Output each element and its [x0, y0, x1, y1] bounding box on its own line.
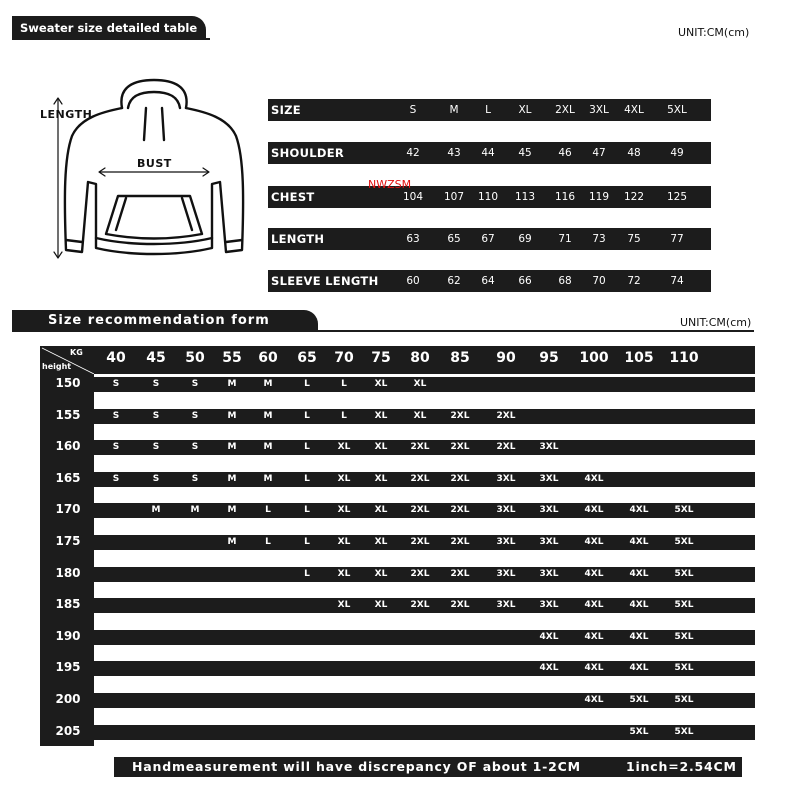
size-table-cell: 45: [518, 147, 532, 159]
weight-header-cell: 45: [146, 350, 166, 366]
size-recommendation-cell: M: [227, 442, 237, 453]
size-table-cell: 116: [554, 191, 576, 203]
size-table-cell: 107: [443, 191, 465, 203]
size-recommendation-cell: M: [190, 505, 200, 516]
size-recommendation-grid: [40, 346, 755, 746]
size-table-cell: 75: [627, 233, 641, 245]
size-table-cell: L: [485, 104, 491, 116]
title-underline: [12, 330, 754, 332]
size-recommendation-cell: 5XL: [674, 505, 694, 516]
size-table-row-label: SLEEVE LENGTH: [271, 274, 379, 288]
size-recommendation-cell: S: [191, 410, 199, 421]
size-table-cell: 3XL: [589, 104, 609, 116]
size-recommendation-cell: 4XL: [539, 631, 559, 642]
size-recommendation-cell: 2XL: [450, 600, 470, 611]
size-table-row: [268, 228, 711, 250]
size-recommendation-cell: 2XL: [496, 442, 516, 453]
size-recommendation-cell: 3XL: [496, 568, 516, 579]
size-recommendation-cell: XL: [337, 442, 351, 453]
size-recommendation-cell: M: [227, 505, 237, 516]
size-table-cell: 113: [514, 191, 536, 203]
size-recommendation-cell: 4XL: [584, 695, 604, 705]
height-row-label: 195: [55, 660, 81, 675]
size-recommendation-cell: XL: [374, 600, 388, 611]
size-table-cell: 43: [447, 147, 461, 159]
size-table-cell: 65: [447, 233, 461, 245]
size-recommendation-cell: 4XL: [584, 505, 604, 516]
size-table-cell: 104: [402, 191, 424, 203]
size-table-cell: 110: [477, 191, 499, 203]
size-recommendation-cell: S: [191, 473, 199, 484]
size-recommendation-cell: 3XL: [539, 537, 559, 547]
size-recommendation-cell: M: [263, 410, 273, 421]
size-recommendation-cell: S: [191, 379, 199, 389]
size-recommendation-cell: M: [227, 410, 237, 421]
size-recommendation-cell: 3XL: [539, 600, 559, 611]
inch-conversion: 1inch=2.54CM: [626, 759, 737, 774]
size-recommendation-cell: S: [112, 410, 120, 421]
size-recommendation-cell: 4XL: [629, 505, 649, 516]
size-recommendation-cell: 2XL: [410, 600, 430, 611]
size-recommendation-cell: M: [151, 505, 161, 516]
size-recommendation-cell: 2XL: [450, 505, 470, 516]
height-row-label: 200: [55, 692, 81, 706]
size-recommendation-cell: M: [227, 473, 237, 484]
size-recommendation-cell: S: [112, 473, 120, 484]
size-table-cell: 67: [481, 233, 495, 245]
size-table-cell: 60: [406, 275, 420, 287]
weight-header-cell: 110: [669, 350, 699, 366]
size-table-cell: 49: [670, 147, 684, 159]
size-table-cell: 2XL: [555, 104, 575, 116]
size-recommendation-cell: 2XL: [450, 537, 470, 547]
size-table-cell: 72: [627, 275, 641, 287]
unit-label: UNIT:CM(cm): [680, 316, 752, 329]
size-recommendation-cell: S: [152, 473, 160, 484]
size-table-cell: M: [449, 104, 459, 116]
weight-header-cell: 70: [334, 350, 354, 366]
size-table-cell: 68: [558, 275, 572, 287]
bust-label: BUST: [137, 157, 172, 170]
size-recommendation-cell: 2XL: [450, 473, 470, 484]
size-recommendation-cell: L: [304, 379, 310, 389]
size-recommendation-cell: 4XL: [584, 663, 604, 674]
size-recommendation-cell: M: [227, 537, 237, 547]
size-recommendation-cell: XL: [337, 473, 351, 484]
weight-header-cell: 100: [579, 350, 609, 366]
size-recommendation-cell: L: [265, 505, 271, 516]
size-recommendation-cell: M: [227, 379, 237, 389]
height-row-label: 170: [55, 502, 81, 517]
size-table-cell: 74: [670, 275, 684, 287]
size-recommendation-cell: 5XL: [674, 568, 694, 579]
height-row-label: 155: [55, 407, 81, 422]
size-recommendation-cell: 3XL: [539, 473, 559, 484]
size-recommendation-cell: 3XL: [539, 568, 559, 579]
height-row-label: 160: [55, 439, 81, 454]
size-recommendation-cell: XL: [413, 410, 427, 421]
size-table-cell: 122: [623, 191, 645, 203]
weight-header-cell: 75: [371, 350, 391, 366]
title-underline: [12, 38, 210, 40]
size-table-row-label: SHOULDER: [271, 146, 345, 160]
size-table-cell: 42: [406, 147, 420, 159]
size-table-cell: S: [409, 104, 417, 116]
size-recommendation-cell: 4XL: [629, 631, 649, 642]
size-recommendation-cell: 3XL: [496, 473, 516, 484]
size-recommendation-cell: XL: [337, 505, 351, 516]
size-recommendation-cell: 2XL: [496, 410, 516, 421]
recommendation-title: Size recommendation form: [12, 310, 318, 332]
size-recommendation-cell: S: [112, 379, 120, 389]
height-row-label: 180: [55, 565, 81, 580]
height-row-label: 185: [55, 597, 81, 612]
measurement-note: Handmeasurement will have discrepancy OF about 1-2CM: [132, 759, 581, 774]
size-recommendation-cell: L: [341, 410, 347, 421]
weight-header-cell: 55: [222, 350, 242, 366]
size-table-cell: 73: [592, 233, 606, 245]
size-table-cell: 70: [592, 275, 606, 287]
size-recommendation-cell: XL: [374, 537, 388, 547]
unit-label: UNIT:CM(cm): [678, 26, 750, 39]
size-recommendation-cell: 4XL: [584, 473, 604, 484]
size-recommendation-cell: L: [304, 537, 310, 547]
size-recommendation-cell: 4XL: [539, 663, 559, 674]
size-recommendation-cell: 4XL: [584, 537, 604, 547]
size-table-cell: 47: [592, 147, 606, 159]
size-recommendation-cell: XL: [374, 379, 388, 389]
weight-header-cell: 90: [496, 350, 516, 366]
size-recommendation-cell: XL: [413, 379, 427, 389]
size-table-row: [268, 270, 711, 292]
size-recommendation-cell: S: [112, 442, 120, 453]
size-recommendation-cell: 4XL: [629, 537, 649, 547]
size-table-title: Sweater size detailed table: [12, 16, 206, 40]
size-recommendation-cell: 4XL: [584, 568, 604, 579]
size-table-cell: 46: [558, 147, 572, 159]
size-recommendation-cell: 4XL: [584, 600, 604, 611]
size-table-cell: 77: [670, 233, 684, 245]
size-recommendation-cell: 5XL: [629, 695, 649, 705]
size-table-cell: XL: [518, 104, 532, 116]
size-table-row: [268, 186, 711, 208]
size-table-cell: 69: [518, 233, 532, 245]
size-recommendation-cell: 5XL: [674, 600, 694, 611]
size-recommendation-cell: S: [191, 442, 199, 453]
size-recommendation-cell: 5XL: [674, 663, 694, 674]
height-row-label: 150: [55, 376, 81, 390]
size-recommendation-cell: 2XL: [450, 442, 470, 453]
size-recommendation-cell: S: [152, 410, 160, 421]
size-table-row-label: CHEST: [271, 190, 315, 204]
size-recommendation-cell: M: [263, 379, 273, 389]
height-row-label: 205: [55, 723, 81, 738]
size-table-row: [268, 142, 711, 164]
size-recommendation-cell: 4XL: [629, 568, 649, 579]
size-recommendation-cell: XL: [374, 505, 388, 516]
size-table-cell: 63: [406, 233, 420, 245]
size-recommendation-cell: XL: [374, 442, 388, 453]
size-table-cell: 66: [518, 275, 532, 287]
size-recommendation-cell: XL: [374, 568, 388, 579]
size-table-cell: 62: [447, 275, 461, 287]
size-recommendation-cell: XL: [374, 410, 388, 421]
size-recommendation-cell: L: [265, 537, 271, 547]
footer-bar: [114, 757, 742, 777]
size-recommendation-cell: 2XL: [410, 568, 430, 579]
size-recommendation-cell: L: [304, 410, 310, 421]
size-table-row: [268, 99, 711, 121]
size-recommendation-cell: 5XL: [674, 726, 694, 737]
size-recommendation-cell: 2XL: [450, 410, 470, 421]
weight-header-cell: 85: [450, 350, 470, 366]
size-recommendation-cell: XL: [337, 568, 351, 579]
weight-header-cell: 50: [185, 350, 205, 366]
size-recommendation-cell: M: [263, 442, 273, 453]
size-recommendation-cell: S: [152, 379, 160, 389]
size-recommendation-cell: 3XL: [496, 537, 516, 547]
size-recommendation-cell: 4XL: [629, 600, 649, 611]
size-recommendation-cell: XL: [337, 537, 351, 547]
size-recommendation-cell: L: [304, 473, 310, 484]
size-recommendation-cell: S: [152, 442, 160, 453]
size-recommendation-cell: 2XL: [410, 505, 430, 516]
size-recommendation-cell: 5XL: [674, 695, 694, 705]
size-table-cell: 48: [627, 147, 641, 159]
weight-header-cell: 95: [539, 350, 559, 366]
hoodie-icon: [30, 78, 260, 268]
size-table-cell: 44: [481, 147, 495, 159]
height-row-label: 165: [55, 470, 81, 485]
size-recommendation-cell: XL: [337, 600, 351, 611]
weight-header: [40, 346, 755, 374]
weight-header-cell: 105: [624, 350, 654, 366]
size-recommendation-cell: 4XL: [629, 663, 649, 674]
weight-header-cell: 80: [410, 350, 430, 366]
size-table-cell: 119: [588, 191, 610, 203]
size-recommendation-cell: 5XL: [674, 537, 694, 547]
size-recommendation-cell: 2XL: [410, 537, 430, 547]
size-recommendation-cell: 2XL: [450, 568, 470, 579]
size-recommendation-cell: L: [304, 442, 310, 453]
size-recommendation-cell: 3XL: [539, 505, 559, 516]
size-recommendation-cell: XL: [374, 473, 388, 484]
kg-label: KG: [70, 348, 83, 357]
size-table-cell: 71: [558, 233, 572, 245]
weight-header-cell: 40: [106, 350, 126, 366]
height-label: height: [42, 362, 72, 371]
size-recommendation-cell: L: [341, 379, 347, 389]
watermark: NWZSM: [368, 178, 412, 191]
weight-header-cell: 65: [297, 350, 317, 366]
size-table-cell: 5XL: [667, 104, 687, 116]
size-table-row-label: LENGTH: [271, 232, 325, 246]
size-recommendation-cell: 4XL: [584, 631, 604, 642]
height-row-label: 190: [55, 628, 81, 643]
weight-header-cell: 60: [258, 350, 278, 366]
size-table-row-label: SIZE: [271, 103, 301, 117]
size-table-cell: 125: [666, 191, 688, 203]
size-recommendation-cell: M: [263, 473, 273, 484]
size-recommendation-cell: 5XL: [674, 631, 694, 642]
size-recommendation-cell: L: [304, 568, 310, 579]
size-recommendation-cell: L: [304, 505, 310, 516]
size-recommendation-cell: 3XL: [539, 442, 559, 453]
height-row-label: 175: [55, 534, 81, 548]
size-recommendation-cell: 3XL: [496, 505, 516, 516]
size-recommendation-cell: 5XL: [629, 726, 649, 737]
size-recommendation-cell: 2XL: [410, 442, 430, 453]
size-recommendation-cell: 2XL: [410, 473, 430, 484]
size-recommendation-cell: 3XL: [496, 600, 516, 611]
size-table-cell: 4XL: [624, 104, 644, 116]
length-label: LENGTH: [40, 108, 93, 121]
size-table-cell: 64: [481, 275, 495, 287]
